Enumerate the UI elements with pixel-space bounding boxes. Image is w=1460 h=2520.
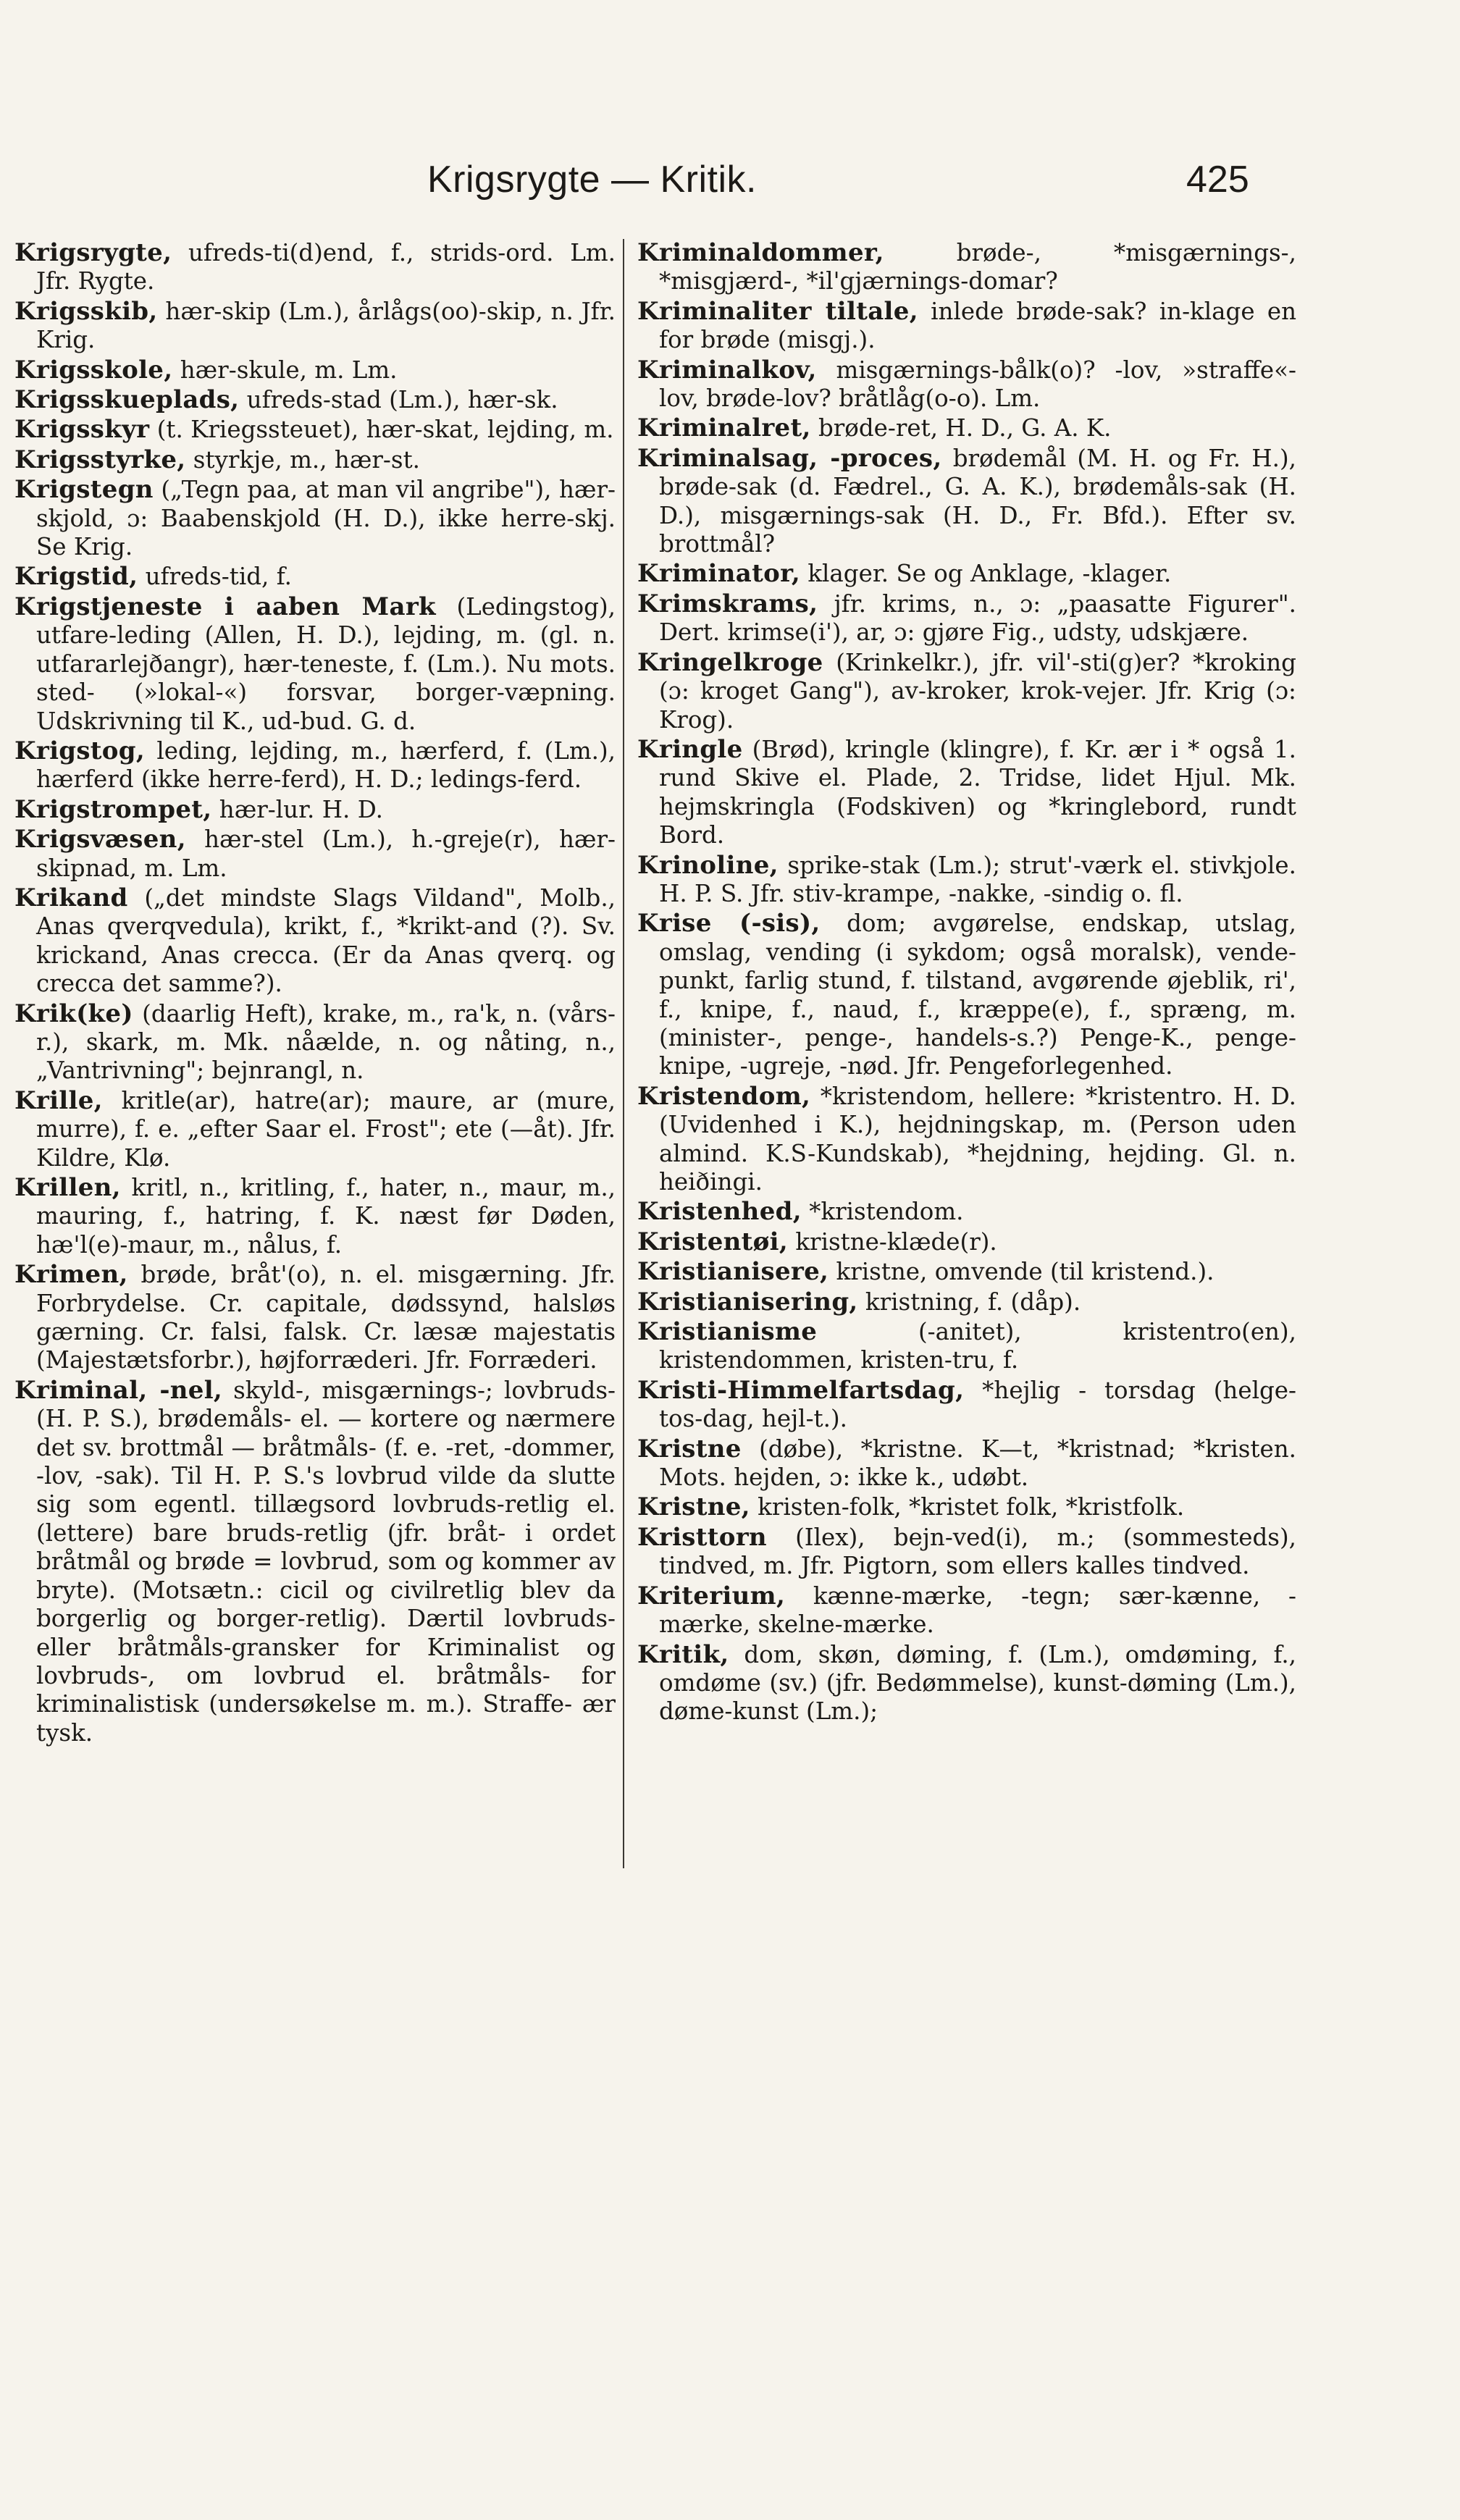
definition: (Krinkelkr.), jfr. vil'-sti(g)er? *kroking (ɔ: kroget Gang"), av-kroker, krok-vejer. Jfr. Krig (ɔ: Krog). — [659, 648, 1296, 734]
dictionary-entry — [14, 737, 616, 794]
definition: (døbe), *kristne. K—t, *kristnad; *kristen. Mots. hejden, ɔ: ikke k., udøbt. — [659, 1435, 1296, 1492]
definition: *hejlig - torsdag (helge-tos-dag, hejl-t.). — [659, 1376, 1296, 1433]
dictionary-entry — [637, 239, 1296, 296]
headword: Krigstrompet, — [14, 794, 212, 824]
headword: Kriminator, — [637, 559, 800, 589]
dictionary-entry — [637, 852, 1296, 909]
definition: brødemål (M. H. og Fr. H.), brøde-sak (d. Fædrel., G. A. K.), brødemåls-sak (H. D.), misgærnings-sak (H. D., Fr. Bfd.). Efter sv. brottmål? — [659, 444, 1296, 558]
headword: Krigsrygte, — [14, 239, 172, 267]
definition: misgærnings-bålk(o)? -lov, »straffe«-lov, brøde-lov? bråtlåg(o-o). Lm. — [659, 356, 1296, 413]
definition: (t. Kriegssteuet), hær-skat, lejding, m. — [156, 416, 614, 444]
headword: Krigsskole, — [14, 355, 173, 385]
dictionary-entry — [637, 414, 1296, 442]
headword: Kriminaldommer, — [637, 239, 884, 267]
headword: Kristianisering, — [637, 1287, 858, 1316]
definition: inlede brøde-sak? in-klage en for brøde (misgj.). — [659, 297, 1296, 354]
dictionary-entry — [14, 1174, 616, 1259]
definition: kristen-folk, *kristet folk, *kristfolk. — [758, 1493, 1185, 1521]
definition: („Tegn paa, at man vil angribe"), hær-skjold, ɔ: Baabenskjold (H. D.), ikke herre-skj. Se Krig. — [36, 476, 616, 561]
headword: Kringelkroge — [637, 647, 823, 677]
headword: Krimen, — [14, 1260, 128, 1290]
definition: dom, skøn, døming, f. (Lm.), omdøming, f., omdøme (sv.) (jfr. Bedømmelse), kunst-døming (Lm.), døme-kunst (Lm.); — [659, 1640, 1296, 1726]
dictionary-entry — [14, 563, 616, 591]
headword: Krigsvæsen, — [14, 825, 186, 854]
definition: sprike-stak (Lm.); strut'-værk el. stivkjole. H. P. S. Jfr. stiv-krampe, -nakke, -sindig o. fl. — [659, 851, 1296, 907]
dictionary-entry — [637, 1493, 1296, 1521]
definition: (Brød), kringle (klingre), f. Kr. ær i * også 1. rund Skive el. Plade, 2. Tridse, lidet Hjul. Mk. hejmskringla (Fodskiven) og *kringlebord, rundt Bord. — [659, 735, 1296, 849]
definition: ufreds-tid, f. — [145, 563, 292, 591]
dictionary-entry — [14, 298, 616, 355]
dictionary-entry — [637, 356, 1296, 413]
headword: Krigstjeneste i aaben Mark — [14, 592, 436, 621]
dictionary-entry — [637, 649, 1296, 734]
dictionary-entry — [637, 298, 1296, 355]
dictionary-entry — [637, 1198, 1296, 1226]
column-divider — [623, 239, 624, 1868]
headword: Krigsskueplads, — [14, 385, 240, 415]
definition: hær-skule, m. Lm. — [180, 356, 398, 384]
dictionary-entry — [637, 1641, 1296, 1726]
headword: Krigstid, — [14, 562, 138, 592]
headword: Kristi-Himmelfartsdag, — [637, 1375, 965, 1405]
definition: brøde-, *misgærnings-, *misgjærd-, *il'gjærnings-domar? — [659, 239, 1296, 295]
dictionary-entry — [14, 826, 616, 883]
headword: Kristtorn — [637, 1522, 767, 1552]
headword: Krigstegn — [14, 475, 154, 505]
running-head: Krigsrygte — Kritik. — [427, 159, 757, 201]
headword: Kristenhed, — [637, 1197, 802, 1227]
headword: Kriminaliter tiltale, — [637, 296, 918, 326]
dictionary-entry — [637, 1083, 1296, 1197]
dictionary-entry — [14, 356, 616, 385]
definition: ufreds-ti(d)end, f., strids-ord. Lm. Jfr. Rygte. — [36, 239, 616, 295]
dictionary-entry — [637, 1435, 1296, 1492]
definition: hær-skip (Lm.), årlågs(oo)-skip, n. Jfr. Krig. — [36, 297, 616, 354]
definition: *kristendom. — [809, 1198, 964, 1226]
dictionary-entry — [14, 476, 616, 561]
headword: Krigsskyr — [14, 415, 150, 445]
headword: Kritik, — [637, 1639, 729, 1669]
left-column — [14, 239, 616, 2469]
dictionary-entry — [637, 1258, 1296, 1286]
headword: Krillen, — [14, 1173, 121, 1202]
dictionary-entry — [14, 593, 616, 736]
definition: (daarlig Heft), krake, m., ra'k, n. (vårs-r.), skark, m. Mk. nåælde, n. og nåting, n., „Vantrivning"; bejnrangl, n. — [36, 999, 616, 1085]
dictionary-entry — [637, 1524, 1296, 1581]
definition: leding, lejding, m., hærferd, f. (Lm.), hærferd (ikke herre-ferd), H. D.; ledings-ferd. — [36, 736, 616, 794]
dictionary-entry — [637, 910, 1296, 1080]
dictionary-entry — [14, 239, 616, 296]
dictionary-entry — [637, 1582, 1296, 1639]
dictionary-entry — [14, 884, 616, 999]
dictionary-entry — [637, 1318, 1296, 1375]
dictionary-entry — [14, 1377, 616, 1747]
definition: *kristendom, hellere: *kristentro. H. D. (Uvidenhed i K.), hejdningskap, m. (Person uden almind. K.S-Kundskab), *hejdning, hejding. Gl. n. heiðingi. — [659, 1082, 1296, 1196]
definition: kristne-klæde(r). — [795, 1227, 997, 1256]
headword: Krigstog, — [14, 736, 145, 765]
headword: Krise (-sis), — [637, 909, 821, 938]
headword: Kristne, — [637, 1492, 750, 1522]
headword: Krikand — [14, 883, 128, 912]
dictionary-entry — [637, 1228, 1296, 1256]
headword: Kristentøi, — [637, 1227, 789, 1256]
dictionary-entry — [637, 1377, 1296, 1434]
definition: (-anitet), kristentro(en), kristendommen, kristen-tru, f. — [659, 1318, 1296, 1374]
definition: (Ilex), bejn-ved(i), m.; (sommesteds), tindved, m. Jfr. Pigtorn, som ellers kalles tindved. — [659, 1523, 1296, 1580]
headword: Kriminalsag, -proces, — [637, 443, 942, 473]
definition: („det mindste Slags Vildand", Molb., Anas qverqvedula), krikt, f., *krikt-and (?). Sv. krickand, Anas crecca. (Er da Anas qverq. og crecca det samme?). — [36, 883, 616, 998]
definition: hær-lur. H. D. — [219, 795, 383, 823]
dictionary-entry — [637, 736, 1296, 850]
headword: Kristne — [637, 1434, 742, 1463]
headword: Kriterium, — [637, 1581, 786, 1610]
definition: ufreds-stad (Lm.), hær-sk. — [246, 386, 558, 414]
headword: Kringle — [637, 734, 743, 764]
page-header — [0, 152, 1460, 217]
definition: (Ledingstog), utfare-leding (Allen, H. D.), lejding, m. (gl. n. utfararlejðangr), hær-teneste, f. (Lm.). Nu mots. sted- (»lokal-«) forsvar, borger-væpning. Udskrivning til K., ud-bud. G. d. — [36, 592, 616, 735]
dictionary-entry — [14, 416, 616, 444]
headword: Kriminalkov, — [637, 355, 817, 385]
dictionary-entry — [637, 560, 1296, 588]
headword: Kristendom, — [637, 1081, 811, 1111]
dictionary-entry — [14, 1261, 616, 1375]
headword: Kriminalret, — [637, 413, 811, 443]
dictionary-entry — [637, 1288, 1296, 1316]
definition: jfr. krims, n., ɔ: „paasatte Figurer". Dert. krimse(i'), ar, ɔ: gjøre Fig., udsty, udskjære. — [659, 589, 1296, 647]
definition: styrkje, m., hær-st. — [193, 445, 420, 474]
dictionary-entry — [637, 445, 1296, 559]
headword: Krinoline, — [637, 850, 779, 880]
dictionary-entry — [14, 386, 616, 414]
headword: Krik(ke) — [14, 999, 133, 1028]
headword: Krigsstyrke, — [14, 445, 186, 474]
headword: Krille, — [14, 1085, 103, 1115]
definition: skyld-, misgærnings-; lovbruds- (H. P. S.), brødemåls- el. — kortere og nærmere det sv. brottmål — bråtmåls- (f. e. -ret, -dommer, -lov, -sak). Til H. P. S.'s lovbrud vilde da slutte sig som egentl. tillægsord lovbruds-retlig el. (lettere) bare bruds-retlig (jfr. bråt- i ordet bråtmål og brøde = lovbrud, som og kommer av bryte). (Motsætn.: cicil og civilretlig blev da borgerlig og borger-retlig). Dærtil lovbruds- eller bråtmåls-gransker for Kriminalist og lovbruds-, om lovbrud el. bråtmåls- for kriminalistisk (undersøkelse m. m.). Straffe- ær tysk. — [36, 1376, 616, 1747]
headword: Krigsskib, — [14, 296, 158, 326]
definition: brøde, bråt'(o), n. el. misgærning. Jfr. Forbrydelse. Cr. capitale, dødssynd, halsløs gærning. Cr. falsi, falsk. Cr. læsæ majestatis (Majestætsforbr.), højforræderi. Jfr. Forræderi. — [36, 1261, 616, 1374]
definition: brøde-ret, H. D., G. A. K. — [818, 414, 1112, 442]
dictionary-entry — [14, 446, 616, 474]
definition: kristne, omvende (til kristend.). — [836, 1258, 1214, 1286]
definition: kænne-mærke, -tegn; sær-kænne, -mærke, skelne-mærke. — [659, 1582, 1296, 1639]
definition: kritle(ar), hatre(ar); maure, ar (mure, murre), f. e. „efter Saar el. Frost"; ete (—åt). Jfr. Kildre, Klø. — [36, 1086, 616, 1172]
page-number: 425 — [1186, 159, 1249, 201]
definition: kritl, n., kritling, f., hater, n., maur, m., mauring, f., hatring, f. K. næst før Døden, hæ'l(e)-maur, m., nålus, f. — [36, 1174, 616, 1259]
definition: kristning, f. (dåp). — [865, 1288, 1081, 1316]
definition: hær-stel (Lm.), h.-greje(r), hær-skipnad, m. Lm. — [36, 826, 616, 882]
right-column — [637, 239, 1296, 2469]
headword: Krimskrams, — [637, 589, 818, 618]
dictionary-entry — [14, 1000, 616, 1085]
dictionary-entry — [14, 1087, 616, 1172]
headword: Kristianisere, — [637, 1257, 829, 1287]
dictionary-entry — [637, 590, 1296, 647]
headword: Kriminal, -nel, — [14, 1375, 223, 1405]
definition: klager. Se og Anklage, -klager. — [807, 560, 1172, 588]
dictionary-entry — [14, 796, 616, 824]
definition: dom; avgørelse, endskap, utslag, omslag, vending (i sykdom; også moralsk), vende-punkt, farlig stund, f. tilstand, avgørende øjeblik, ri', f., knipe, f., naud, f., kræppe(e), f., spræng, m. (minister-, penge-, handels-s.?) Penge-K., penge-knipe, -ugreje, -nød. Jfr. Pengeforlegenhed. — [659, 910, 1296, 1080]
headword: Kristianisme — [637, 1317, 818, 1347]
